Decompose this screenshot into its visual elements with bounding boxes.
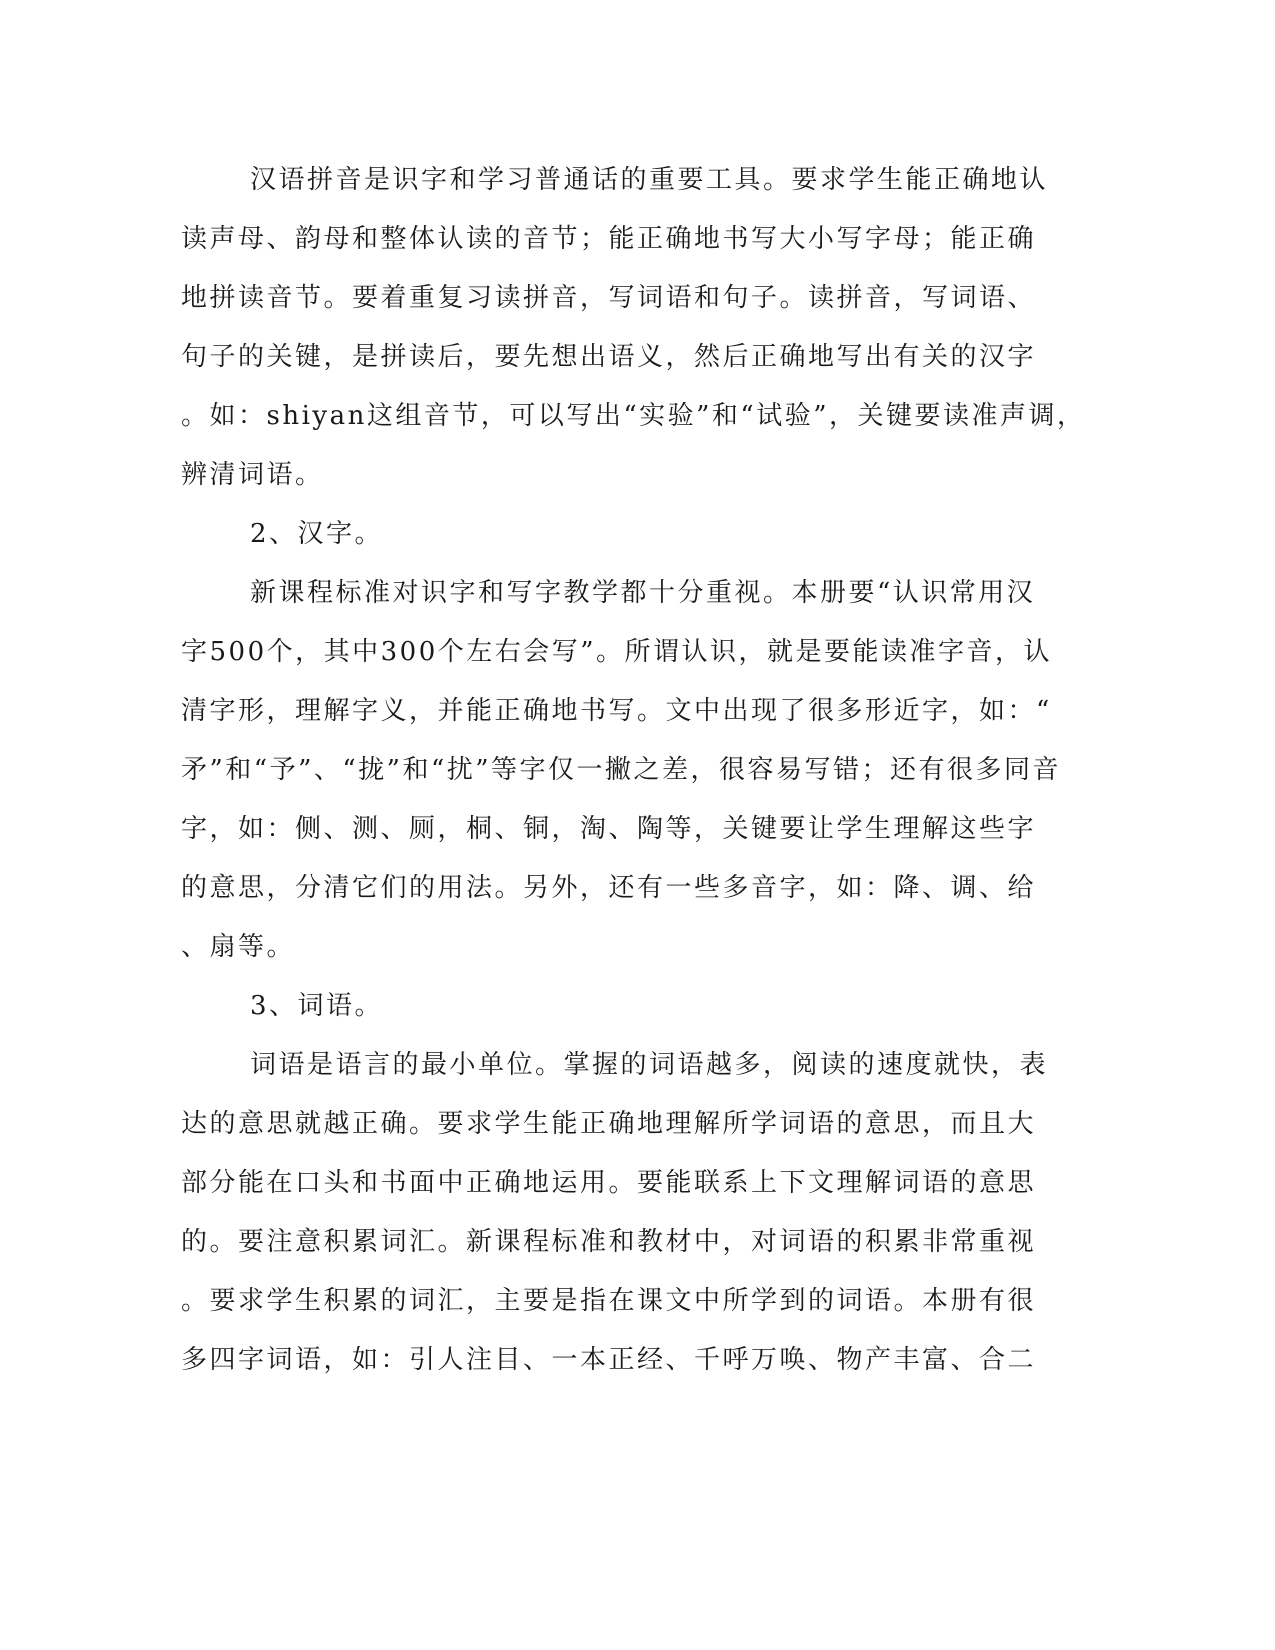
section-heading: 3、词语。	[250, 991, 384, 1021]
paragraph-line: 清字形，理解字义，并能正确地书写。文中出现了很多形近字，如：“	[181, 696, 1052, 726]
paragraph-line: 字，如：侧、测、厕，桐、铜，淘、陶等，关键要让学生理解这些字	[181, 814, 1037, 844]
paragraph-line: 部分能在口头和书面中正确地运用。要能联系上下文理解词语的意思	[181, 1168, 1037, 1198]
paragraph-line: 矛”和“予”、“拢”和“扰”等字仅一撇之差，很容易写错；还有很多同音	[181, 755, 1062, 785]
paragraph-line: 。要求学生积累的词汇，主要是指在课文中所学到的词语。本册有很	[181, 1286, 1037, 1316]
paragraph-line: 字500个，其中300个左右会写”。所谓认识，就是要能读准字音，认	[181, 637, 1053, 667]
paragraph-line: 读声母、韵母和整体认读的音节；能正确地书写大小写字母；能正确	[181, 224, 1037, 254]
paragraph-line: 汉语拼音是识字和学习普通话的重要工具。要求学生能正确地认	[250, 165, 1049, 195]
paragraph-line: 的。要注意积累词汇。新课程标准和教材中，对词语的积累非常重视	[181, 1227, 1037, 1257]
paragraph-line: 辨清词语。	[181, 460, 324, 490]
section-heading: 2、汉字。	[250, 519, 384, 549]
paragraph-line: 句子的关键，是拼读后，要先想出语义，然后正确地写出有关的汉字	[181, 342, 1037, 372]
paragraph-line: 新课程标准对识字和写字教学都十分重视。本册要“认识常用汉	[250, 578, 1036, 608]
paragraph-line: 。如：shiyan这组音节，可以写出“实验”和“试验”，关键要读准声调，	[181, 401, 1086, 431]
paragraph-line: 的意思，分清它们的用法。另外，还有一些多音字，如：降、调、给	[181, 873, 1037, 903]
paragraph-line: 多四字词语，如：引人注目、一本正经、千呼万唤、物产丰富、合二	[181, 1345, 1037, 1375]
paragraph-line: 词语是语言的最小单位。掌握的词语越多，阅读的速度就快，表	[250, 1050, 1049, 1080]
paragraph-line: 、扇等。	[181, 932, 296, 962]
paragraph-line: 地拼读音节。要着重复习读拼音，写词语和句子。读拼音，写词语、	[181, 283, 1037, 313]
paragraph-line: 达的意思就越正确。要求学生能正确地理解所学词语的意思，而且大	[181, 1109, 1037, 1139]
